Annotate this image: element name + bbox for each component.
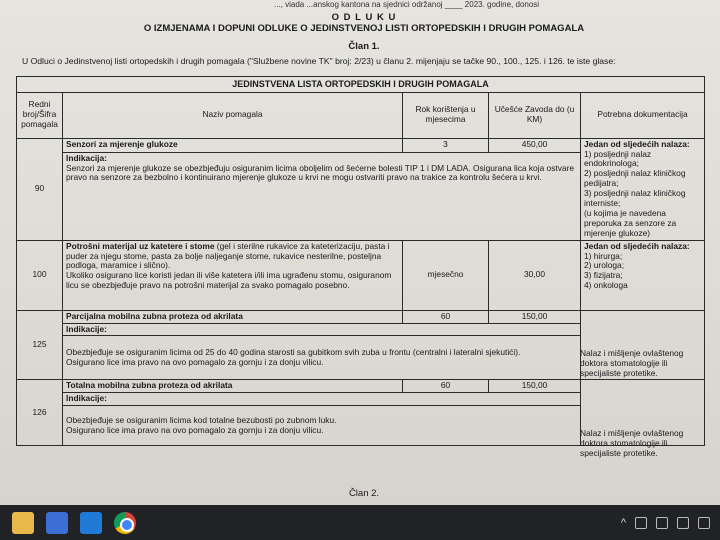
folder-icon[interactable] xyxy=(12,512,34,534)
header-naziv: Naziv pomagala xyxy=(63,92,403,138)
clan-1-heading: Član 1. xyxy=(348,41,380,52)
row-100-doc-item: 3) fizijatra; xyxy=(584,270,623,281)
row-125-documentation: Nalaz i mišljenje ovlaštenog doktora stomatologije ili specijaliste protetike. xyxy=(580,348,684,378)
row-100-ucesce: 30,00 xyxy=(489,240,581,310)
taskbar xyxy=(0,505,720,540)
chevron-up-icon[interactable]: ^ xyxy=(620,516,626,529)
row-126-rok: 60 xyxy=(403,380,489,393)
row-126-indikacije-label: Indikacije: xyxy=(63,393,581,406)
header-rok: Rok korištenja u mjesecima xyxy=(403,92,489,138)
row-126-indikacije xyxy=(63,406,581,446)
row-90-indikacija-text: Senzori za mjerenje glukoze se obezbjeđuju osiguranim licima oboljelim od šećerne bolesti TIP 1 i DM LADA. Osigurana lica koja ostvare pravo na senzore za bezbolno i kontinuirano mjerenje glukoze u krvi ne mogu ostvariti pravo na trakice za kontrolu šećera u krvi. xyxy=(66,162,575,183)
row-100-name-bold: Potrošni materijal uz katetere i stome xyxy=(66,240,215,251)
row-126-text2: Osigurano lice ima pravo na ovo pomagalo za gornju i za donju vilicu. xyxy=(66,424,324,435)
row-125-rok: 60 xyxy=(403,310,489,323)
row-126-text1: Obezbjeđuje se osiguranim licima kod totalne bezubosti po zubnom luku. xyxy=(66,414,337,425)
battery-icon[interactable] xyxy=(677,517,689,529)
row-100-doc-title: Jedan od sljedećih nalaza: xyxy=(584,240,690,251)
top-fragment: ..., viada ...anskog kantona na sjednici održanoj ____ 2023. godine, donosi xyxy=(274,0,540,9)
row-100-number: 100 xyxy=(17,240,63,310)
row-100-doc-item: 4) onkologa xyxy=(584,280,628,291)
row-90-doc-item: 1) posljednji nalaz endokrinologa; xyxy=(584,148,652,169)
row-100-documentation xyxy=(581,240,705,310)
row-90-doc-item: 2) posljednji nalaz kliničkog pedijatra; xyxy=(584,168,686,189)
row-125-name: Parcijalna mobilna zubna proteza od akrilata xyxy=(63,310,403,323)
row-126-ucesce: 150,00 xyxy=(489,380,581,393)
row-100-name-rest: (gel i sterilne rukavice za kateterizaciju, pasta i puder za njegu stome, pasta za bolje naljeganje stome, rukavice nesterilne, posteljna podloga, maramice i slično). xyxy=(66,240,390,271)
row-100-doc-item: 1) hirurga; xyxy=(584,250,623,261)
row-126-number: 126 xyxy=(17,380,63,446)
row-90-doc-item: 3) posljednji nalaz kliničkog interniste; xyxy=(584,188,686,209)
title-subject: O IZMJENAMA I DOPUNI ODLUKE O JEDINSTVENOJ LISTI ORTOPEDSKIH I DRUGIH POMAGALA xyxy=(143,23,585,34)
row-90-documentation xyxy=(581,138,705,240)
network-icon[interactable] xyxy=(635,517,647,529)
row-100-rok: mjesečno xyxy=(403,240,489,310)
row-125-indikacije xyxy=(63,336,581,380)
header-dokumentacija: Potrebna dokumentacija xyxy=(581,92,705,138)
table-title: JEDINSTVENA LISTA ORTOPEDSKIH I DRUGIH POMAGALA xyxy=(17,77,705,93)
store-icon[interactable] xyxy=(46,512,68,534)
table-row-126 xyxy=(17,380,705,393)
row-90-indikacija xyxy=(63,152,581,240)
aids-table xyxy=(16,76,705,446)
title-odluku: O D L U K U xyxy=(331,12,397,23)
system-tray xyxy=(621,517,720,529)
header-redni: Redni broj/Šifra pomagala xyxy=(17,92,63,138)
chrome-icon[interactable] xyxy=(114,512,136,534)
clan-2-heading: Član 2. xyxy=(348,488,380,499)
intro-paragraph: U Odluci o Jedinstvenoj listi ortopedskih i drugih pomagala ("Službene novine TK" broj: 2/23) u članu 2. mijenjaju se tačke 90., 100., 125. i 126. te iste glase: xyxy=(22,56,616,66)
table-row-90 xyxy=(17,138,705,152)
volume-icon[interactable] xyxy=(656,517,668,529)
row-100-extra: Ukoliko osigurano lice koristi jedan ili više katetera i/ili ima ugrađenu stomu, osiguranom licu se obezbjeđuje pravo na potrošni materijal za svako pomagalo posebno. xyxy=(66,270,392,291)
row-100-name xyxy=(63,240,403,310)
row-90-doc-item: (u kojima je navedena preporuka za senzore za mjerenje glukoze) xyxy=(584,207,677,238)
row-125-text2: Osigurano lice ima pravo na ovo pomagalo za gornju i za donju vilicu. xyxy=(66,356,324,367)
row-90-name: Senzori za mjerenje glukoze xyxy=(63,138,403,152)
row-90-rok: 3 xyxy=(403,138,489,152)
table-row-125 xyxy=(17,310,705,323)
document-page xyxy=(14,0,714,505)
row-125-ucesce: 150,00 xyxy=(489,310,581,323)
mail-icon[interactable] xyxy=(80,512,102,534)
row-126-documentation: Nalaz i mišljenje ovlaštenog doktora stomatologije ili specijaliste protetike. xyxy=(580,428,684,458)
row-90-number: 90 xyxy=(17,138,63,240)
row-126-name: Totalna mobilna zubna proteza od akrilata xyxy=(63,380,403,393)
table-row-100 xyxy=(17,240,705,310)
row-125-number: 125 xyxy=(17,310,63,380)
row-100-doc-item: 2) urologa; xyxy=(584,260,625,271)
row-90-doc-title: Jedan od sljedećih nalaza: xyxy=(584,138,690,149)
row-90-ucesce: 450,00 xyxy=(489,138,581,152)
header-ucesce: Učešće Zavoda do (u KM) xyxy=(489,92,581,138)
notification-icon[interactable] xyxy=(698,517,710,529)
row-90-indikacija-label: Indikacija: xyxy=(66,152,107,163)
row-125-text1: Obezbjeđuje se osiguranim licima od 25 do 40 godina starosti sa gubitkom svih zuba u frontu (centralni i lateralni sjekutići). xyxy=(66,347,521,358)
row-125-indikacije-label: Indikacije: xyxy=(63,323,581,336)
